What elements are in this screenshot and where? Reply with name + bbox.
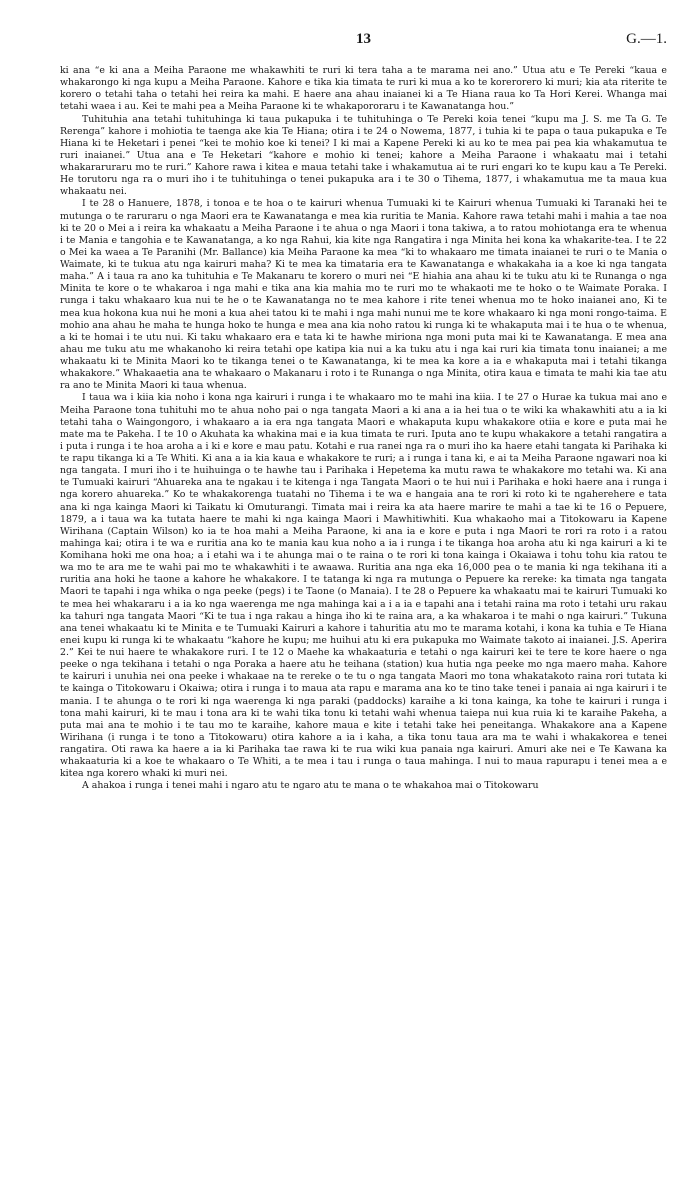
body-text xyxy=(60,65,667,793)
page-header xyxy=(60,31,667,51)
paragraph: A ahakoa i runga i tenei mahi i ngaro atu te ngaro atu te mana o te whakahoa mai o Titokowaru xyxy=(82,780,539,792)
paragraph: Tuhituhia ana tetahi tuhituhinga ki taua pukapuka i te tuhituhinga o Te Pereki koia tenei “kupu ma J. S. me Ta G. Te Rerenga” kahore i mohiotia te taenga ake kia Te Hiana; otira i te 24 o Nowema, 1877, i tuhia ki te papa o taua pukapuka e Te Hiana ki te Heketari i penei “kei te mohio koe ki tenei? I ki mai a Kapene Pereki ki au ko te mea pai pea kia whakamutua te ruri inaianei.” Utua ana e Te Heketari “kahore e mohio ki tenei; kahore a Meiha Paraone i whakaatu mai i tetahi whakararuraru mo te ruri.” Kahore rawa i kitea e maua tetahi take i whakamutua ai te ruri engari ko te kupu kau a Te Pereki. He torutoru nga ra o muri iho i te tuhituhinga o tenei pukapuka ara i te 30 o Tihema, 1877, i whakamutua me ta maua kua whakaatu nei. xyxy=(60,113,667,198)
paragraph: I te 28 o Hanuere, 1878, i tonoa e te hoa o te kairuri whenua Tumuaki ki te Kairuri whenua Tumuaki ki Taranaki hei te mutunga o te raruraru o nga Maori era te Kawanatanga e mea kia ruritia te Mania. Kahore rawa tetahi mahi i mahia a tae noa ki te 20 o Mei a i reira ka whakaatu a Meiha Paraone i te ahua o nga Maori i tona takiwa, a to ratou mohiotanga era te whenua i te Mania e tangohia e te Kawanatanga, a ko nga Rahui, kia kite nga Rangatira i nga Minita hei kona ka whakarite-tea. I te 22 o Mei ka waea a Te Paranihi (Mr. Ballance) kia Meiha Paraone ka mea “ki to whakaaro me timata inaianei te ruri o te Mania o Waimate, ki te tukua atu nga kairuri maha? Ki te mea ka timataria era te Kawanatanga e whakakaha ia a koe ki nga tangata maha.” A i taua ra ano ka tuhituhia e Te Makanaru te korero o muri nei “E hiahia ana ahau ki te tuku atu ki te Runanga o nga Minita te kore o te whakaroa i nga mahi e tika ana kia mahia mo te ruri mo te whakaoti me te hoko o te Waimate Poraka. I runga i taku whakaaro kua nui te he o te Kawanatanga no te mea kahore i rite tenei whenua mo te hoko inaianei ano, Ki te mea kua hokona kua nui he moni a kua ahei tatou ki te mahi i nga mahi nunui me te kore whakaaro ki nga moni rongo-taima. E mohio ana ahau he maha te hunga hoko te hunga e mea ana kia noho ratou ki runga ki te whakaputa mai i te hua o te whenua, a ki te homai i te utu nui. Ki taku whakaaro era e tata ki te hawhe miriona nga moni puta mai ki te Kawanatanga. E mea ana ahau me tuku atu me whakanoho ki reira tetahi ope katipa kia nui a ka tuku atu i nga kai ruri kia timata tonu inaianei; a me whakaatu ki te Minita Maori ko te tikanga tenei o te Kawanatanga, ki te mea ka kore a ia e whakaputa mai i tetahi tikanga whakakore.” Whakaaetia ana te whakaaro o Makanaru i roto i te Runanga o nga Minita, otira kaua e timata te mahi kia tae atu ra ano te Minita Maori ki taua whenua. xyxy=(60,198,667,392)
document-reference: G.—1. xyxy=(626,31,667,47)
page-number: 13 xyxy=(356,31,371,47)
paragraph: ki ana “e ki ana a Meiha Paraone me whakawhiti te ruri ki tera taha a te marama nei ano.” Utua atu e Te Pereki “kaua e whakarongo ki nga kupu a Meiha Paraone. Kahore e tika kia timata te ruri ki mua a ko te korerorero ki muri; kia ata riterite te korero o tetahi taha o tetahi hei reira ka mahi. E haere ana ahau inaianei ki a Te Hiana raua ko Ta Hori Kerei. Whanga mai tetahi waea i au. Kei te mahi pea a Meiha Paraone ki te whakapororaru i te Kawanatanga hou.” xyxy=(60,65,667,113)
paragraph: I taua wa i kiia kia noho i kona nga kairuri i runga i te whakaaro mo te mahi ina kiia. I te 27 o Hurae ka tukua mai ano e Meiha Paraone tona tuhituhi mo te ahua noho pai o nga tangata Maori a ki ana a ia hei tua o te wiki ka whakawhiti atu a ia ki tetahi taha o Waingongoro, i whakaaro a ia era nga tangata Maori e whakaputa kupu whakakore otiia e kore e puta mai he mate ma te Pakeha. I te 10 o Akuhata ka whakina mai e ia kua timata te ruri. Iputa ano te kupu whakakore a tetahi rangatira a i puta i runga i te hoa aroha a i ki e kore e mau patu. Kotahi e rua ranei nga ra o muri iho ka haere etahi tangata ki Parihaka ki te rapu tikanga ki a Te Whiti. Ki ana a ia kia kaua e whakakore te ruri; a i runga i tana ki, e ai ta Meiha Paraone ngawari noa ki nga tangata. I muri iho i te huihuinga o te hawhe tau i Parihaka i Hepetema ka mutu rawa te whakakore mo tetahi wa. Ki ana te Tumuaki kairuri “Ahuareka ana te ngakau i te kitenga i nga Tangata Maori o te hui nui i Parihaka e hoki haere ana i runga i nga korero ahuareka.” Ko te whakakorenga tuatahi no Tihema i te wa e hangaia ana te rori ki roto ki te ngaherehere e tata ana ki nga kainga Maori ki Taikatu ki Omuturangi. Timata mai i reira ka ata haere marire te mahi a tae ki te 16 o Pepuere, 1879, a i taua wa ka tutata haere te mahi ki nga kainga Maori i Mawhitiwhiti. Kua whakaoho mai a Titokowaru ia Kapene Wirihana (Captain Wilson) ko ia te hoa mahi a Meiha Paraone, ki ana ia e kore e puta i nga Maori te rori ra roto i a ratou mahinga kai; otira i te wa e ruritia ana ko te mania kau kua noho a ia i runga i te tikanga hoa aroha atu ki nga kairuri a ki te Komihana hoki me ona hoa; a i etahi wa i te ahunga mai o te raina o te rori ki tona kainga i Okaiawa i tohu tohu kia ratou te wa mo te ara me te wahi pai mo te whakawhiti i te awaawa. Ruritia ana nga eka 16,000 pea o te mania ki nga tekihana iti a ruritia ana hoki he taone a kahore he whakakore. I te tatanga ki nga ra mutunga o Pepuere ka rereke: ka timata nga tangata Maori te tapahi i nga whika o nga peeke (pegs) i te Taone (o Manaia). I te 28 o Pepuere ka whakaatu mai te kairuri Tumuaki ko te mea hei whakararu i a ia ko nga waerenga me nga mahinga kai a i a ia e tapahi ana i tetahi raina ma roto i tetahi uru rakau ka tahuri nga tangata Maori “Ki te tua i nga rakau a hinga iho ki te raina ara, a ka whakaroa i te mahi o nga kairuri.” Tukuna ana tenei whakaatu ki te Minita e te Tumuaki Kairuri a kahore i tahuritia atu mo te marama kotahi, i kona ka tuhia e Te Hiana enei kupu ki runga ki te whakaatu “kahore he kupu; me huihui atu ki era pukapuka mo Waimate takoto ai inaianei. J.S. Aperira 2.” Kei te nui haere te whakakore ruri. I te 12 o Maehe ka whakaaturia e tetahi o nga kairuri kei te tere te kore haere o nga peeke o nga tekihana i tetahi o nga Poraka a haere atu he teihana (station) kua hutia nga peeke mo nga maero maha. Kahore te kairuri i unuhia nei ona peeke i whakaae na te rereke o te tu o nga tangata Maori mo tona whakatakoto raina rori tutata ki te kainga o Titokowaru i Okaiwa; otira i runga i to maua ata rapu e marama ana ko te tino take tenei i panaia ai nga kairuri i te mania. I te ahunga o te rori ki nga waerenga ki nga paraki (paddocks) karaihe a ki tona kainga, ka tohe te kairuri i runga i tona mahi kairuri, ki te mau i tona ara ki te wahi tika tonu ki tetahi wahi whenua taiepa nui kua ruia ki te karaihe Pakeha, a puta mai ana te mohio i te tau mo te karaihe, kahore maua e kite i tetahi take hei peneitanga. Whakakore ana a Kapene Wirihana (i runga i te tono a Titokowaru) otira kahore a ia i kaha, a tika tonu taua ara ma te wahi i whakakorea e tenei rangatira. Oti rawa ka haere a ia ki Parihaka tae rawa ki te rua wiki kua panaia nga kairuri. Amuri ake nei e Te Kawana ka whakaaturia ki a koe te whakaaro o Te Whiti, a te mea i tau i runga o taua mahinga. I nui to maua rapurapu i tenei mea a e kitea nga korero whaki ki muri nei. xyxy=(60,392,667,780)
